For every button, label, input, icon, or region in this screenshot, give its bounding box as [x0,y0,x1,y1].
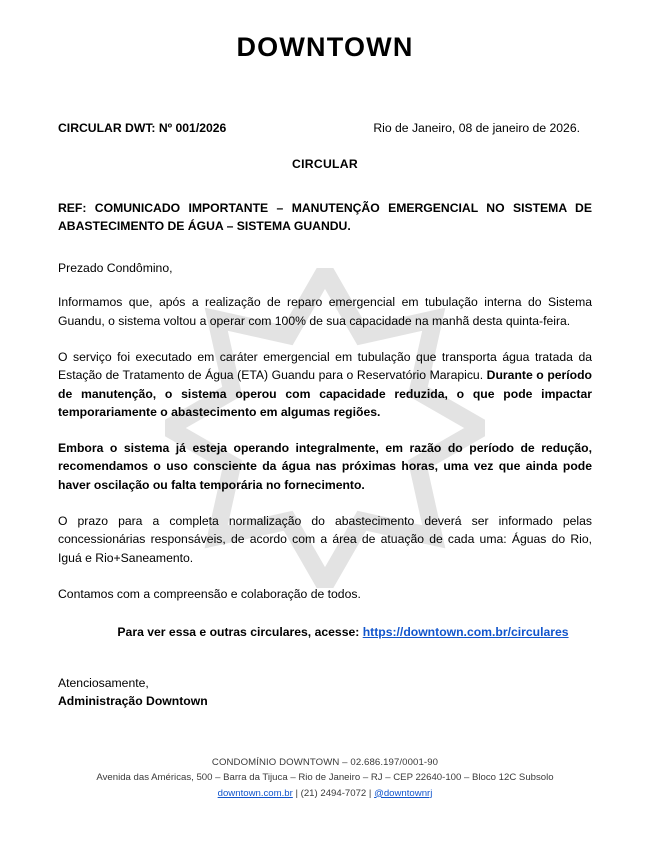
document-meta [58,121,592,135]
paragraph-3: Embora o sistema já esteja operando integralmente, em razão do período de redução, recomendamos o uso consciente da água nas próximas horas, uma vez que ainda pode haver oscilação ou falta temporária no fornecimento. [58,441,592,492]
footer-contact-line [0,786,650,801]
paragraph-4: O prazo para a completa normalização do abastecimento deverá ser informado pelas concessionárias responsáveis, de acordo com a área de atuação de cada uma: Águas do Rio, Iguá e Rio+Saneamento. [58,514,592,565]
paragraph-2-bold: Durante o período de manutenção, o sistema operou com capacidade reduzida, o que pode impactar temporariamente o abastecimento em algumas regiões. [58,368,593,419]
signature-block [58,675,592,710]
company-logo-text: DOWNTOWN [236,32,414,62]
closing-line: Atenciosamente, [58,676,149,691]
circulares-link-line [58,625,592,639]
paragraph-2 [58,348,592,421]
footer-site-link[interactable]: downtown.com.br [217,787,293,799]
circular-number: CIRCULAR DWT: Nº 001/2026 [58,121,227,135]
greeting-line: Prezado Condômino, [58,261,173,276]
paragraph-5: Contamos com a compreensão e colaboração de todos. [58,586,361,601]
paragraph-2-normal: O serviço foi executado em caráter emergencial em tubulação que transporta água tratada da Estação de Tratamento de Água (ETA) Guandu para o Reservatório Marapicu. [58,349,592,383]
document-content [0,32,650,711]
circulares-link[interactable]: https://downtown.com.br/circulares [362,625,569,640]
footer-company-line: CONDOMÍNIO DOWNTOWN – 02.686.197/0001-90 [211,756,439,768]
document-reference: REF: COMUNICADO IMPORTANTE – MANUTENÇÃO EMERGENCIAL NO SISTEMA DE ABASTECIMENTO DE ÁGUA – SISTEMA GUANDU. [58,201,592,233]
footer-address-line: Avenida das Américas, 500 – Barra da Tijuca – Rio de Janeiro – RJ – CEP 22640-100 – Bloco 12C Subsolo [96,772,554,784]
footer-social-link[interactable]: @downtownrj [374,787,433,799]
paragraph-1: Informamos que, após a realização de reparo emergencial em tubulação interna do Sistema Guandu, o sistema voltou a operar com 100% de sua capacidade na manhã desta quinta-feira. [58,295,592,328]
place-and-date: Rio de Janeiro, 08 de janeiro de 2026. [373,121,580,135]
footer-phone-text: | (21) 2494-7072 | [292,787,375,799]
document-footer [0,755,650,801]
signature-name: Administração Downtown [58,693,208,708]
document-type-heading: CIRCULAR [291,157,359,171]
link-prefix-text: Para ver essa e outras circulares, acesse: [117,625,363,640]
